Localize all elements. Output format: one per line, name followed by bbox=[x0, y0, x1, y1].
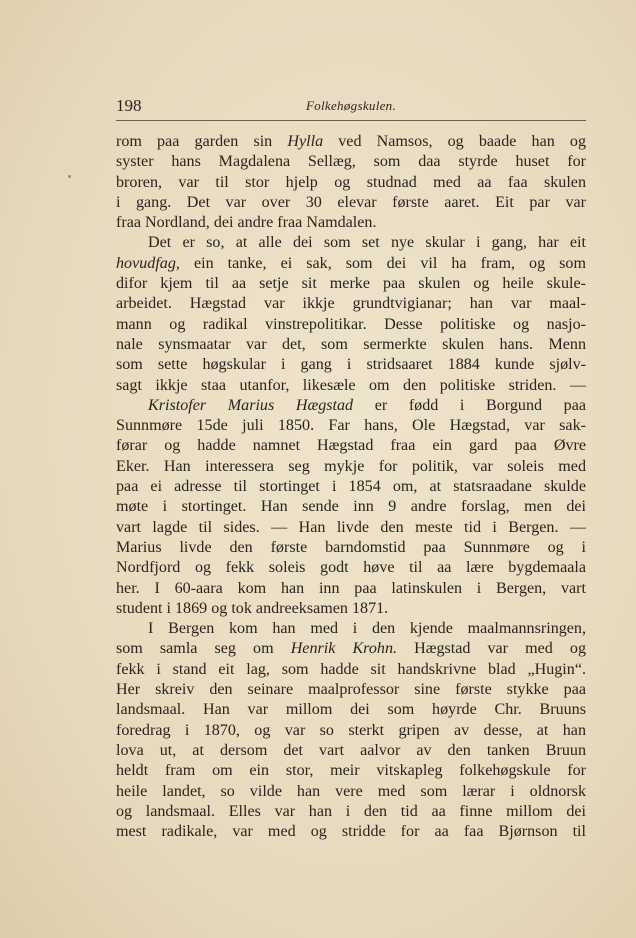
text-line bbox=[116, 497, 586, 517]
text-line bbox=[116, 416, 586, 436]
text-line bbox=[116, 132, 586, 152]
text-run: vart lagde til sides. — Han livde den meste tid i Bergen. — bbox=[116, 518, 586, 536]
running-title: Folkehøgskulen. bbox=[305, 98, 397, 113]
text-run: arbeidet. Hægstad var ikkje grundtvigianar; han var maal- bbox=[116, 295, 586, 313]
text-run: ved Namsos, og baade han og bbox=[323, 133, 586, 150]
text-run: i gang. Det var over 30 elevar første aaret. Eit par var bbox=[116, 193, 586, 211]
text-line bbox=[116, 721, 586, 741]
text-run: difor kjem til aa setje sit merke paa skulen og heile skule- bbox=[116, 275, 586, 293]
text-line bbox=[116, 802, 586, 822]
text-line bbox=[116, 193, 586, 213]
text-run: student i 1869 og tok andreeksamen 1871. bbox=[116, 599, 389, 617]
text-line bbox=[116, 558, 586, 578]
text-run: ein tanke, ei sak, som dei vil ha fram, og som bbox=[179, 254, 586, 272]
body-text bbox=[116, 132, 586, 842]
text-line bbox=[116, 660, 586, 680]
text-line bbox=[116, 761, 586, 781]
text-run: Eker. Han interessera seg mykje for politik, var soleis med bbox=[116, 457, 586, 475]
text-line bbox=[116, 741, 586, 761]
italic-name: hovudfag, bbox=[116, 254, 180, 272]
text-run: foredrag i 1870, og var so sterkt gripen av desse, at han bbox=[116, 721, 586, 739]
header-rule bbox=[116, 120, 586, 121]
text-run: her. I 60-aara kom han inn paa latinskulen i Bergen, vart bbox=[116, 579, 586, 597]
text-line bbox=[116, 335, 586, 355]
text-line bbox=[116, 518, 586, 538]
text-line bbox=[116, 579, 586, 599]
text-line bbox=[116, 396, 586, 416]
text-run: Det er so, at alle dei som set nye skular i gang, har eit bbox=[148, 234, 586, 252]
text-run: Marius livde den første barndomstid paa Sunnmøre og i bbox=[116, 538, 586, 556]
text-line bbox=[116, 782, 586, 802]
text-line bbox=[116, 376, 586, 396]
text-run: og landsmaal. Elles var han i den tid aa finne millom dei bbox=[116, 802, 586, 820]
italic-name: Hylla bbox=[287, 133, 324, 150]
text-run: Her skreiv den seinare maalprofessor sine første stykke paa bbox=[116, 681, 586, 699]
text-line bbox=[116, 355, 586, 375]
text-line bbox=[116, 639, 586, 659]
text-line bbox=[116, 233, 586, 253]
text-line bbox=[116, 274, 586, 294]
text-run: heldt fram om ein stor, meir vitskapleg folkehøgskule for bbox=[116, 762, 586, 780]
text-line bbox=[116, 173, 586, 193]
text-line bbox=[116, 822, 586, 842]
text-run: I Bergen kom han med i den kjende maalmannsringen, bbox=[148, 620, 586, 638]
text-run: broren, var til stor hjelp og studnad med aa faa skulen bbox=[116, 173, 586, 191]
text-line bbox=[116, 680, 586, 700]
text-run: mann og radikal vinstrepolitikar. Desse politiske og nasjo- bbox=[116, 315, 586, 333]
text-line bbox=[116, 457, 586, 477]
text-line bbox=[116, 213, 586, 233]
text-line bbox=[116, 294, 586, 314]
text-run: Nordfjord og fekk soleis godt høve til aa lære bygdemaala bbox=[116, 559, 586, 577]
text-line bbox=[116, 315, 586, 335]
text-run: førar og hadde namnet Hægstad fraa ein gard paa Øvre bbox=[116, 437, 586, 455]
text-line bbox=[116, 436, 586, 456]
text-run: er fødd i Borgund paa bbox=[353, 396, 587, 414]
text-run: som samla seg om bbox=[116, 640, 291, 658]
text-run: mest radikale, var med og stridde for aa faa Bjørnson til bbox=[116, 823, 586, 841]
text-run: landsmaal. Han var millom dei som høyrde Chr. Bruuns bbox=[116, 701, 586, 719]
italic-name: Henrik Krohn. bbox=[290, 640, 398, 658]
text-run: paa ei adresse til stortinget i 1854 om, at statsraadane skulde bbox=[116, 478, 586, 496]
text-run: som sette høgskular i gang i stridsaaret 1884 kunde sjølv- bbox=[116, 356, 586, 374]
text-run: heile landet, so vilde han vere med som lærar i oldnorsk bbox=[116, 782, 586, 800]
text-run: Hægstad var med og bbox=[397, 640, 586, 658]
text-run: fekk i stand eit lag, som hadde sit handskrivne blad „Hugin“. bbox=[116, 660, 586, 678]
text-run: nale synsmaatar var det, som sermerkte skulen hans. Menn bbox=[116, 335, 586, 353]
text-line bbox=[116, 254, 586, 274]
text-run: rom paa garden sin bbox=[116, 133, 288, 150]
text-line bbox=[116, 538, 586, 558]
paper-speck bbox=[68, 175, 71, 178]
page-number: 198 bbox=[116, 96, 142, 115]
italic-name: Kristofer Marius Hægstad bbox=[148, 396, 354, 414]
text-run: syster hans Magdalena Sellæg, som daa styrde huset for bbox=[116, 153, 586, 171]
text-run: fraa Nordland, dei andre fraa Namdalen. bbox=[116, 214, 377, 232]
text-run: lova ut, at dersom det vart aalvor av den tanken Bruun bbox=[116, 741, 586, 759]
text-line bbox=[116, 152, 586, 172]
text-run: Sunnmøre 15de juli 1850. Far hans, Ole Hægstad, var sak- bbox=[116, 417, 586, 435]
page-header bbox=[116, 96, 586, 118]
text-line bbox=[116, 700, 586, 720]
text-run: sagt ikkje staa utanfor, likesæle om den politiske striden. — bbox=[116, 376, 586, 394]
text-line bbox=[116, 599, 586, 619]
text-line bbox=[116, 477, 586, 497]
text-run: møte i stortinget. Han sende inn 9 andre forslag, men dei bbox=[116, 498, 586, 516]
text-line bbox=[116, 619, 586, 639]
